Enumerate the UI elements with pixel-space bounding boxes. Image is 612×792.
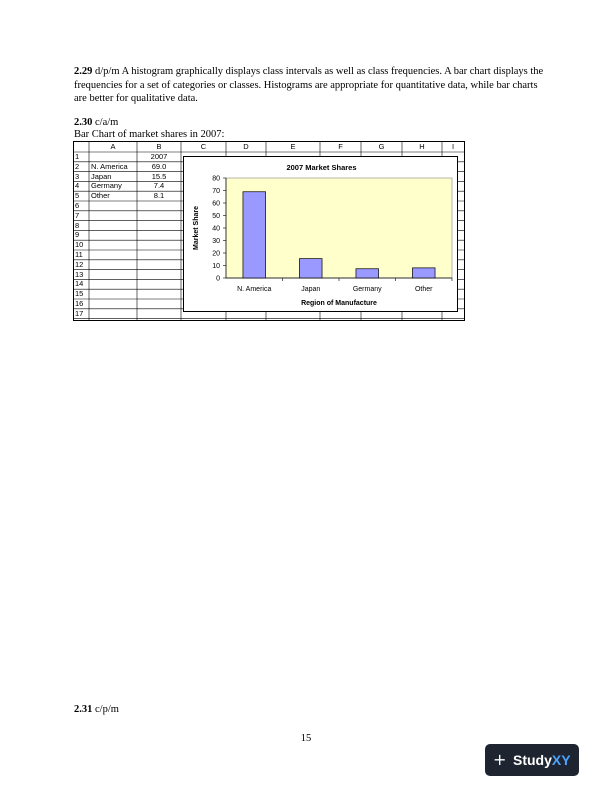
logo-wordmark: StudyXY <box>513 752 571 768</box>
row-number: 9 <box>75 230 80 240</box>
answer-text: A histogram graphically displays class intervals as well as class frequencies. A bar chart displays the frequencies for a set of categories or classes. Histograms are appropriate for quantitative data, while bar charts are better for qualitative data. <box>74 66 544 104</box>
problem-code: c/p/m <box>95 704 119 715</box>
plus-icon: + <box>493 750 507 769</box>
problem-number: 2.29 <box>74 66 93 77</box>
row-number: 10 <box>75 240 84 250</box>
problem-code: c/a/m <box>95 117 119 128</box>
row-number: 8 <box>75 220 80 230</box>
x-tick-label: Germany <box>352 286 382 293</box>
chart-caption: Bar Chart of market shares in 2007: <box>74 129 225 140</box>
y-tick-label: 70 <box>212 188 220 195</box>
cell-share-value: 69.0 <box>151 161 167 171</box>
row-number: 3 <box>75 171 80 181</box>
y-tick-label: 20 <box>212 250 220 258</box>
row-number: 1 <box>75 152 80 161</box>
y-axis-title: Market Share <box>193 206 200 250</box>
column-header-a: A <box>110 142 116 151</box>
problem-number: 2.30 <box>74 117 93 128</box>
row-number: 16 <box>75 299 84 308</box>
chart-plot <box>184 157 457 311</box>
column-header-g: G <box>378 142 385 151</box>
paragraph-2-29 <box>74 65 544 106</box>
column-header-c: C <box>200 142 207 151</box>
row-number: 12 <box>75 259 84 269</box>
problem-code: d/p/m <box>95 66 120 77</box>
column-header-d: D <box>243 142 249 151</box>
row-number: 15 <box>75 289 84 299</box>
y-tick-label: 80 <box>212 175 220 183</box>
row-number: 13 <box>75 269 84 279</box>
cell-region-label: N. America <box>91 161 128 171</box>
cell-b1: 2007 <box>150 152 168 161</box>
row-number: 6 <box>75 201 80 210</box>
bar <box>356 269 379 278</box>
column-header-f: F <box>338 142 343 151</box>
y-tick-label: 60 <box>212 200 220 208</box>
spreadsheet <box>73 141 465 321</box>
x-tick-label: Japan <box>301 286 321 293</box>
column-header-e: E <box>290 142 296 151</box>
x-tick-label: Other <box>414 286 433 293</box>
chart-title: 2007 Market Shares <box>286 163 357 172</box>
heading-2-31 <box>74 703 544 717</box>
bar <box>243 192 266 278</box>
row-number: 14 <box>75 279 84 289</box>
y-tick-label: 40 <box>212 225 220 233</box>
column-header-i: I <box>451 142 455 151</box>
cell-share-value: 7.4 <box>153 181 165 191</box>
bar-chart <box>183 156 458 312</box>
row-number: 4 <box>75 181 80 191</box>
x-axis-title: Region of Manufacture <box>301 300 377 307</box>
bar <box>299 259 322 278</box>
row-number: 5 <box>75 191 80 201</box>
cell-region-label: Other <box>91 191 110 201</box>
cell-share-value: 15.5 <box>151 171 167 181</box>
row-number: 2 <box>75 161 80 171</box>
page-number: 15 <box>300 733 312 744</box>
cell-region-label: Japan <box>91 171 112 181</box>
column-header-h: H <box>419 142 425 151</box>
studyxy-logo <box>485 744 579 776</box>
column-header-b: B <box>156 142 162 151</box>
bar <box>412 268 435 278</box>
y-tick-label: 0 <box>216 275 220 283</box>
row-number: 17 <box>75 308 84 318</box>
row-number: 7 <box>75 210 80 220</box>
row-number: 11 <box>75 250 83 259</box>
problem-number: 2.31 <box>74 704 93 715</box>
cell-region-label: Germany <box>91 181 122 191</box>
cell-share-value: 8.1 <box>153 191 165 201</box>
y-tick-label: 10 <box>212 263 220 270</box>
y-tick-label: 30 <box>212 238 220 245</box>
y-tick-label: 50 <box>212 213 220 220</box>
x-tick-label: N. America <box>237 286 272 293</box>
